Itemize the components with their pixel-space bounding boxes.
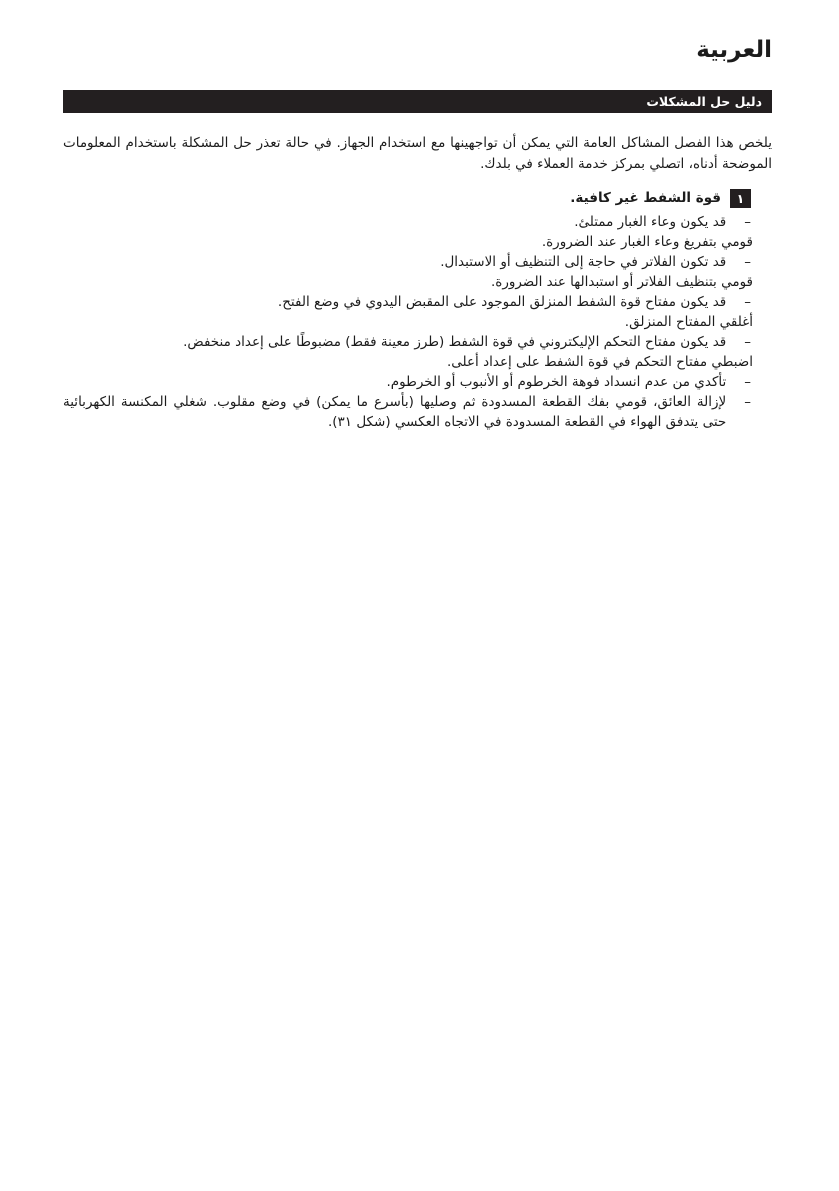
dash-marker: – <box>744 214 751 230</box>
cause-row <box>63 392 751 432</box>
cause-text: قد يكون وعاء الغبار ممتلئ. <box>574 214 727 230</box>
cause-text: تأكدي من عدم انسداد فوهة الخرطوم أو الأنبوب أو الخرطوم. <box>386 374 727 390</box>
section-header-bar <box>63 90 772 113</box>
dash-marker: – <box>744 334 751 350</box>
solution-text: اضبطي مفتاح التحكم في قوة الشفط على إعداد أعلى. <box>446 354 753 370</box>
cause-text: قد تكون الفلاتر في حاجة إلى التنظيف أو الاستبدال. <box>440 254 727 270</box>
cause-text: لإزالة العائق، قومي بفك القطعة المسدودة ثم وصليها (بأسرع ما يمكن) في وضع مقلوب. شغلي المكنسة الكهربائية حتى يتدفق الهواء في القطعة المسدودة في الاتجاه العكسي (شكل ٣١). <box>63 394 727 430</box>
dash-marker: – <box>744 394 751 410</box>
problem-title: قوة الشفط غير كافية. <box>570 190 721 206</box>
dash-marker: – <box>744 294 751 310</box>
solution-text: قومي بتفريغ وعاء الغبار عند الضرورة. <box>541 234 753 250</box>
solution-text: قومي بتنظيف الفلاتر أو استبدالها عند الضرورة. <box>490 274 753 290</box>
problem-number-badge: ١ <box>730 189 751 208</box>
problem-heading-row <box>63 188 751 208</box>
cause-row <box>63 292 751 312</box>
section-header-title: دليل حل المشكلات <box>646 94 762 109</box>
page-content <box>0 0 839 432</box>
cause-row <box>63 212 751 232</box>
cause-row <box>63 252 751 272</box>
solution-text: أغلقي المفتاح المنزلق. <box>624 314 753 330</box>
cause-row <box>63 332 751 352</box>
dash-marker: – <box>744 374 751 390</box>
cause-text: قد يكون مفتاح التحكم الإليكتروني في قوة الشفط (طرز معينة فقط) مضبوطًا على إعداد منخفض. <box>183 334 727 350</box>
dash-marker: – <box>744 254 751 270</box>
cause-row <box>63 372 751 392</box>
troubleshooting-item <box>63 188 772 432</box>
cause-text: قد يكون مفتاح قوة الشفط المنزلق الموجود على المقبض اليدوي في وضع الفتح. <box>277 294 727 310</box>
page-title: العربية <box>696 37 772 63</box>
intro-paragraph: يلخص هذا الفصل المشاكل العامة التي يمكن أن تواجهينها مع استخدام الجهاز. في حالة تعذر حل المشكلة باستخدام المعلومات الموضحة أدناه، اتصلي بمركز خدمة العملاء في بلدك. <box>63 135 772 172</box>
entries-list <box>63 212 772 432</box>
